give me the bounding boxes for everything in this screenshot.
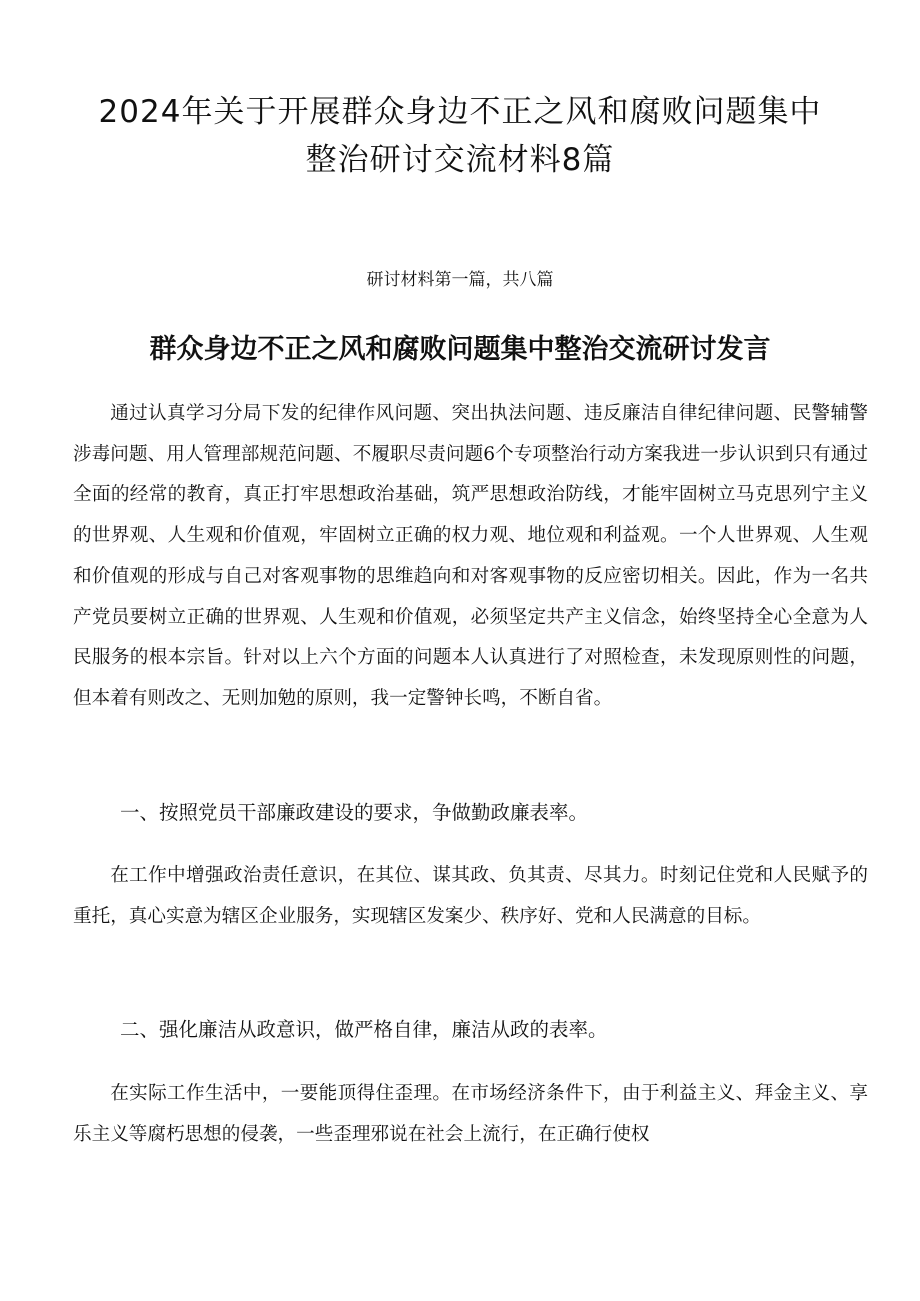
document-title-line-1: 2024年关于开展群众身边不正之风和腐败问题集中 — [98, 94, 822, 130]
document-title-line-2: 整治研讨交流材料8篇 — [305, 142, 615, 178]
section-heading-1: 一、按照党员干部廉政建设的要求，争做勤政廉表率。 — [120, 801, 589, 824]
series-label: 研讨材料第一篇，共八篇 — [366, 270, 554, 290]
article-heading: 群众身边不正之风和腐败问题集中整治交流研讨发言 — [149, 334, 771, 365]
document-title — [60, 88, 860, 184]
body-paragraph-3: 在实际工作生活中，一要能顶得住歪理。在市场经济条件下，由于利益主义、拜金主义、享乐主义等腐朽思想的侵袭，一些歪理邪说在社会上流行，在正确行使权 — [73, 1083, 868, 1145]
body-paragraph-2: 在工作中增强政治责任意识，在其位、谋其政、负其责、尽其力。时刻记住党和人民赋予的重托，真心实意为辖区企业服务，实现辖区发案少、秩序好、党和人民满意的目标。 — [73, 865, 868, 927]
body-paragraph-1: 通过认真学习分局下发的纪律作风问题、突出执法问题、违反廉洁自律纪律问题、民警辅警涉毒问题、用人管理部规范问题、不履职尽责问题6个专项整治行动方案我进一步认识到只有通过全面的经常的教育，真正打牢思想政治基础，筑严思想政治防线，才能牢固树立马克思列宁主义的世界观、人生观和价值观，牢固树立正确的权力观、地位观和利益观。一个人世界观、人生观和价值观的形成与自己对客观事物的思维趋向和对客观事物的反应密切相关。因此，作为一名共产党员要树立正确的世界观、人生观和价值观，必须坚定共产主义信念，始终坚持全心全意为人民服务的根本宗旨。针对以上六个方面的问题本人认真进行了对照检查，未发现原则性的问题，但本着有则改之、无则加勉的原则，我一定警钟长鸣，不断自省。 — [73, 403, 868, 709]
section-heading-2: 二、强化廉洁从政意识，做严格自律，廉洁从政的表率。 — [120, 1018, 608, 1041]
